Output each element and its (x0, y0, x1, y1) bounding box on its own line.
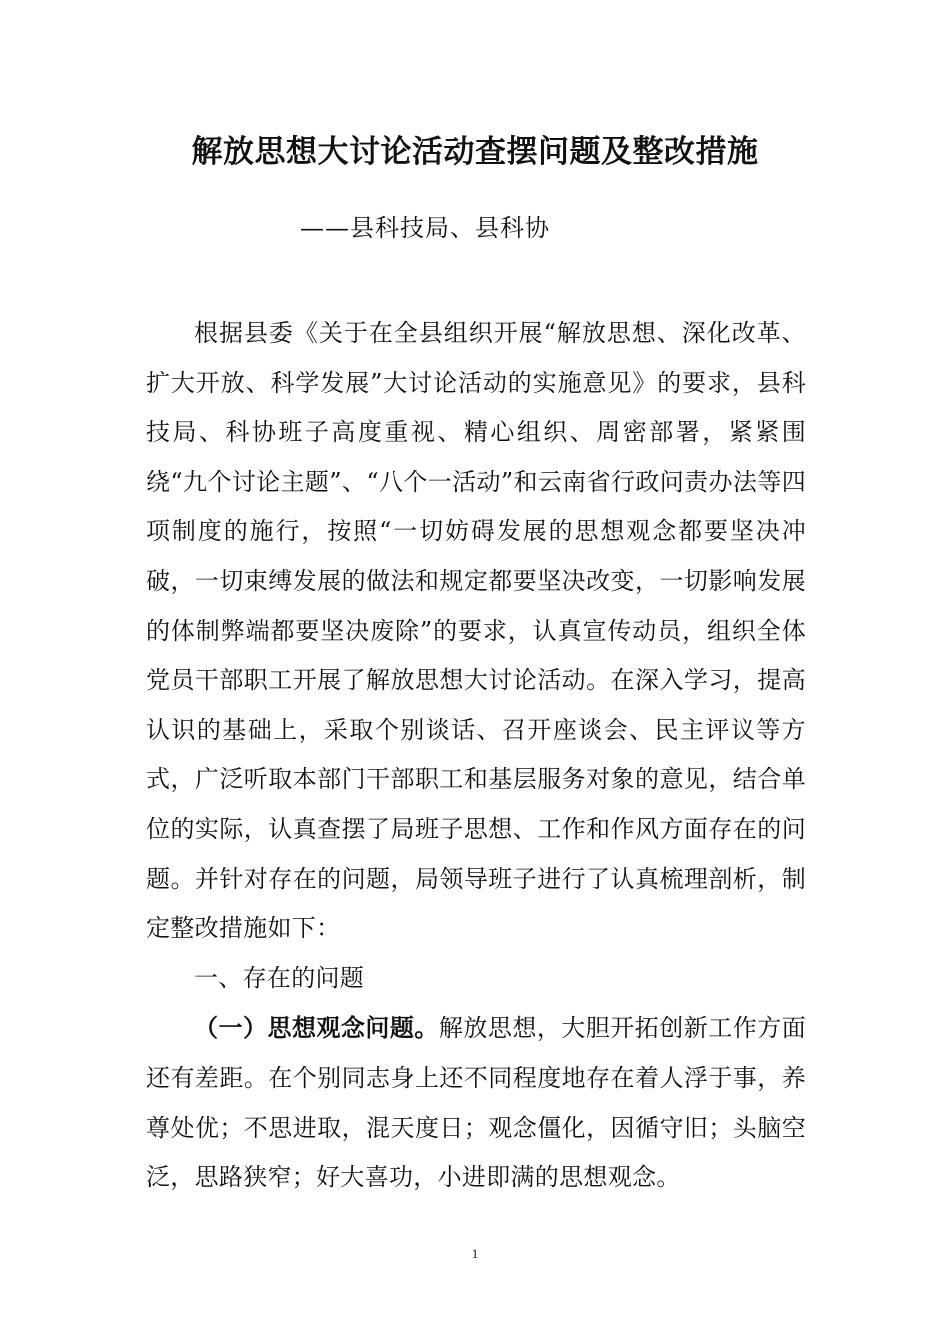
document-title: 解放思想大讨论活动查摆问题及整改措施 (191, 134, 759, 170)
page-number: 1 (471, 1246, 479, 1261)
section-heading-problems: 一、存在的问题 (194, 963, 365, 992)
document-subtitle: ——县科技局、县科协 (300, 214, 550, 242)
item-lead-thinking: （一）思想观念问题。 (194, 1013, 439, 1043)
item-text-thinking: 解放思想，大胆开拓创新工作方面还有差距。在个别同志身上还不同程度地存在着人浮于事，养尊处优；不思进取，混天度日；观念僵化，因循守旧；头脑空泛，思路狭窄；好大喜功，小进即满的思想观念。 (146, 1014, 806, 1192)
document-body (146, 309, 806, 1203)
intro-paragraph: 根据县委《关于在全县组织开展“解放思想、深化改革、扩大开放、科学发展”大讨论活动的实施意见》的要求，县科技局、科协班子高度重视、精心组织、周密部署，紧紧围绕“九个讨论主题”、“八个一活动”和云南省行政问责办法等四项制度的施行，按照“一切妨碍发展的思想观念都要坚决冲破，一切束缚发展的做法和规定都要坚决改变，一切影响发展的体制弊端都要坚决废除”的要求，认真宣传动员，组织全体党员干部职工开展了解放思想大讨论活动。在深入学习，提高认识的基础上，采取个别谈话、召开座谈会、民主评议等方式，广泛听取本部门干部职工和基层服务对象的意见，结合单位的实际，认真查摆了局班子思想、工作和作风方面存在的问题。并针对存在的问题，局领导班子进行了认真梳理剖析，制定整改措施如下： (146, 319, 806, 943)
item-paragraph-thinking (146, 1003, 806, 1202)
